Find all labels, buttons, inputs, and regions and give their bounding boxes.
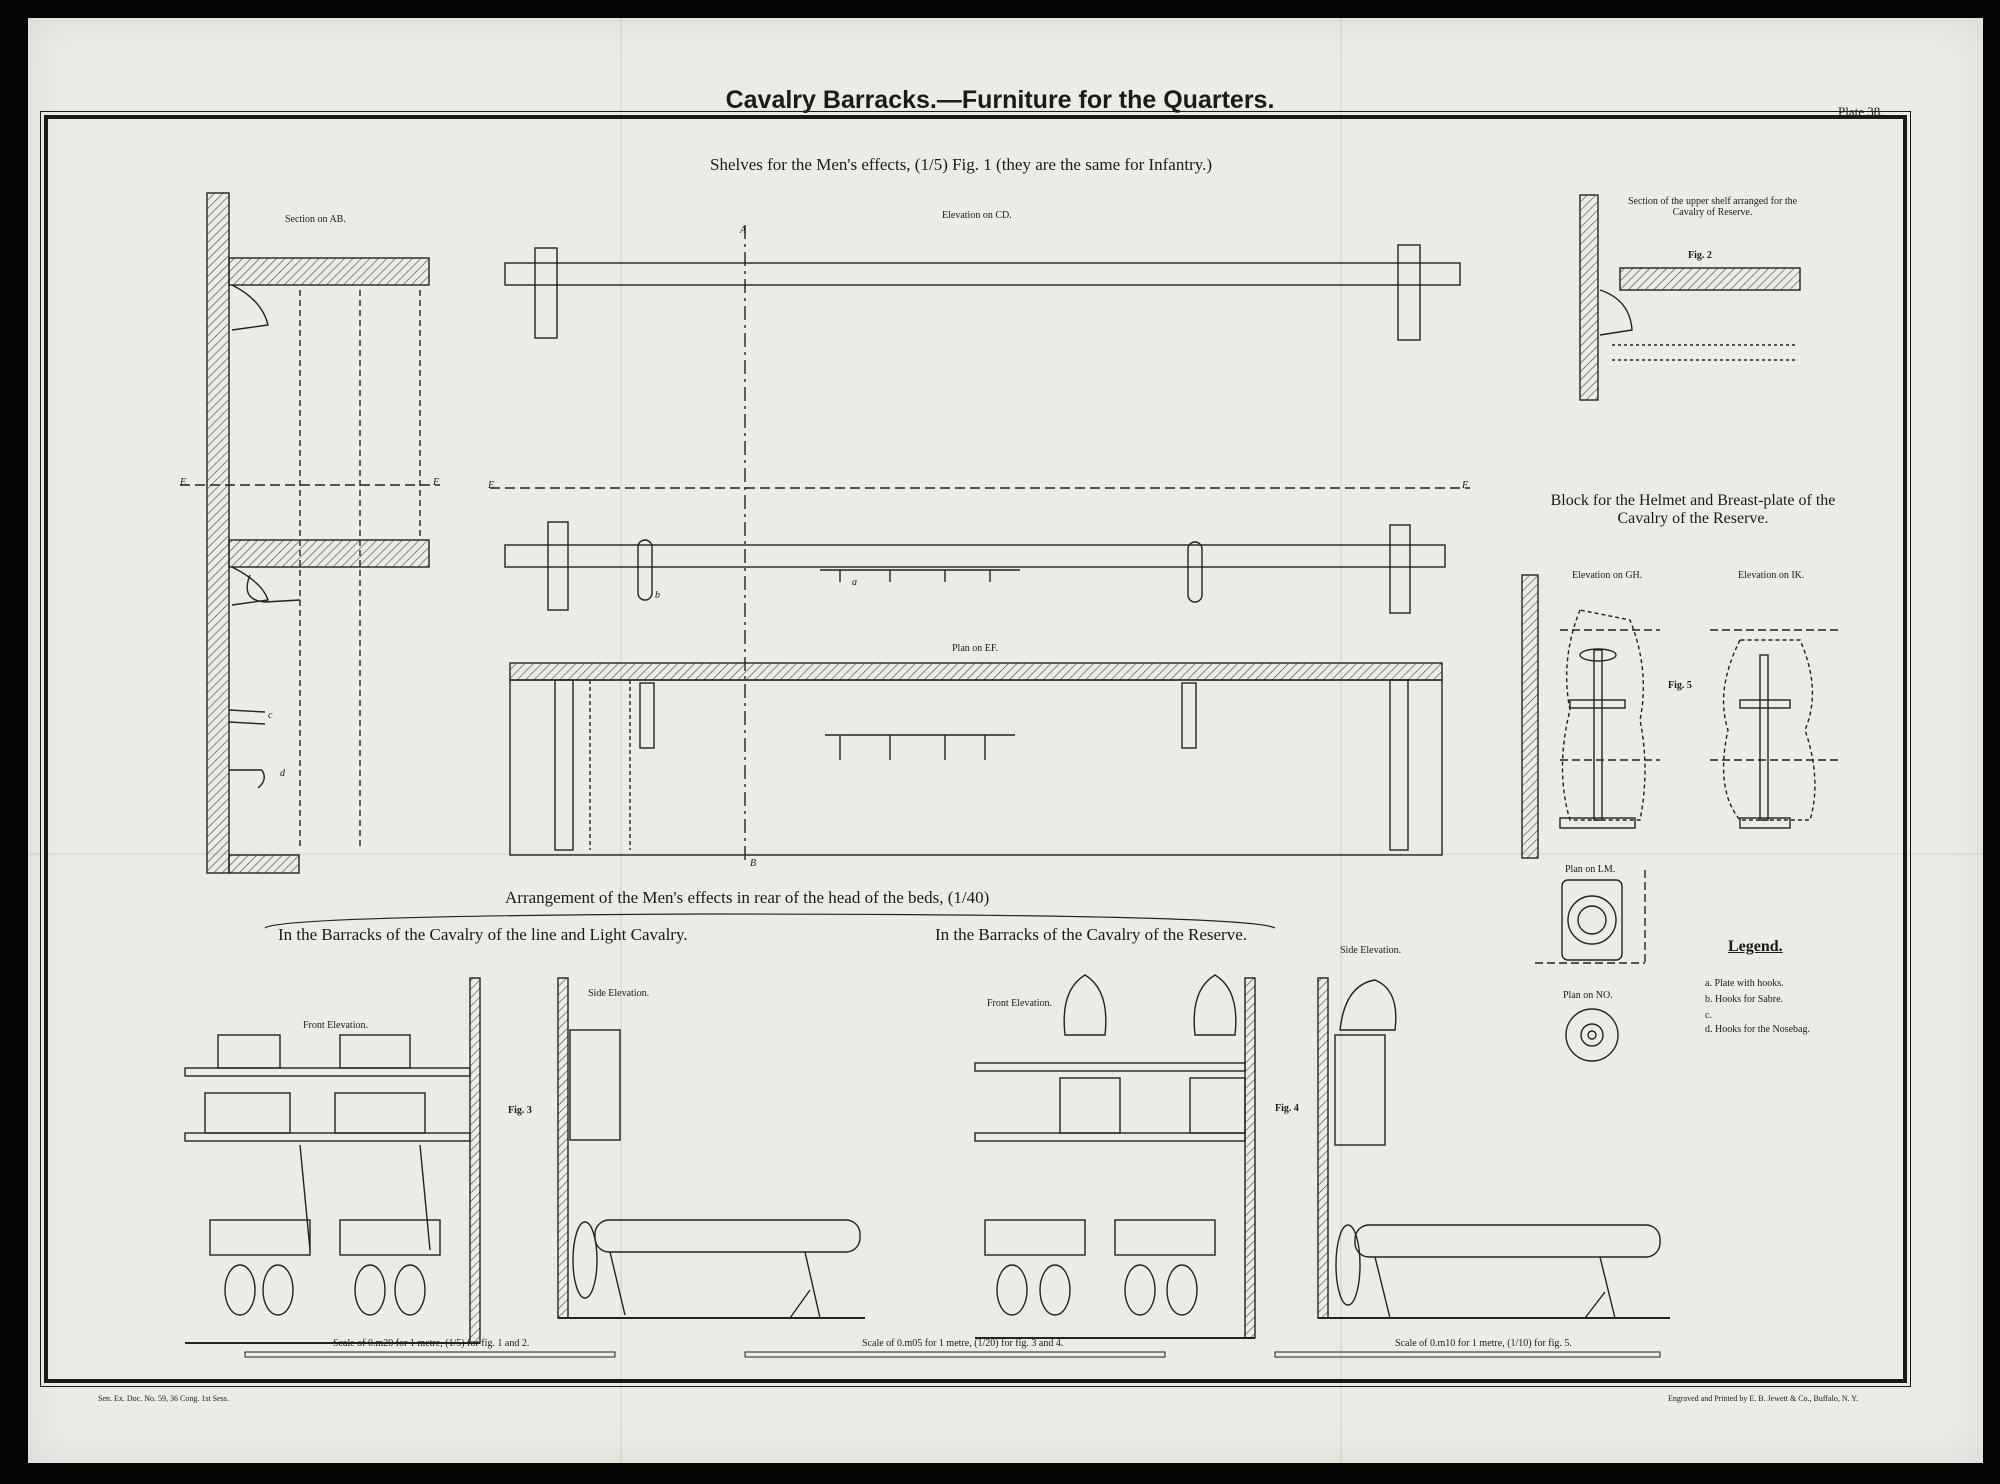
scale-caption-fig5: Scale of 0.m10 for 1 metre, (1/10) for fig. 5. — [1395, 1338, 1572, 1349]
line-label-a: A — [740, 225, 747, 236]
legend-item-a: a. Plate with hooks. — [1705, 978, 1784, 989]
legend-title: Legend. — [1728, 938, 1783, 955]
fig4-front-figure — [975, 975, 1255, 1338]
side-elevation-label: Side Elevation. — [588, 988, 650, 999]
footer-document-reference: Sen. Ex. Doc. No. 59, 36 Cong. 1st Sess. — [98, 1394, 229, 1403]
arrangement-heading: Arrangement of the Men's effects in rear of the head of the beds, (1/40) — [505, 888, 990, 907]
hook-label-a: a — [852, 577, 857, 588]
helmet-block-heading: Block for the Helmet and Breast-plate of the Cavalry of the Reserve. — [1550, 492, 1836, 527]
elevation-ik-label: Elevation on IK. — [1738, 570, 1805, 581]
scale-bars — [245, 1352, 1660, 1357]
hook-label-d: d — [280, 768, 285, 779]
shelves-heading: Shelves for the Men's effects, (1/5) Fig. 1 (they are the same for Infantry.) — [710, 155, 1213, 174]
legend-item-d: d. Hooks for the Nosebag. — [1705, 1024, 1810, 1035]
line-label-f: F — [1462, 480, 1469, 491]
fig4-label: Fig. 4 — [1275, 1103, 1299, 1114]
front-elevation-label: Front Elevation. — [303, 1020, 368, 1031]
line-cavalry-heading: In the Barracks of the Cavalry of the line and Light Cavalry. — [278, 925, 688, 944]
elevation-cd-figure — [490, 225, 1470, 860]
plan-lm-label: Plan on LM. — [1565, 864, 1616, 875]
upper-shelf-caption: Section of the upper shelf arranged for the Cavalry of Reserve. — [1627, 196, 1798, 218]
plate-title: Cavalry Barracks.—Furniture for the Quarters. — [725, 86, 1275, 114]
section-ab-label: Section on AB. — [285, 214, 346, 225]
section-ab-figure — [180, 193, 440, 873]
plan-no-label: Plan on NO. — [1563, 990, 1613, 1001]
legend-item-b: b. Hooks for Sabre. — [1705, 994, 1784, 1005]
line-label-b: B — [750, 858, 757, 869]
fig5-label: Fig. 5 — [1668, 680, 1692, 691]
scale-caption-fig1-2: Scale of 0.m20 for 1 metre, (1/5) for fig. 1 and 2. — [333, 1338, 530, 1349]
fig2-figure — [1580, 195, 1800, 400]
fig3-label: Fig. 3 — [508, 1105, 532, 1116]
fig3-front-figure — [185, 978, 480, 1343]
footer-engraver-credit: Engraved and Printed by E. B. Jewett & Co., Buffalo, N. Y. — [1668, 1394, 1859, 1403]
scale-caption-fig3-4: Scale of 0.m05 for 1 metre, (1/20) for fig. 3 and 4. — [862, 1338, 1064, 1349]
plate-number: Plate 38. — [1838, 104, 1884, 119]
plan-ef-figure — [510, 663, 1442, 855]
line-label-f: F — [433, 477, 440, 488]
legend-item-c: c. — [1705, 1010, 1712, 1021]
fig3-side-figure — [558, 978, 865, 1318]
line-label-e: E — [488, 480, 495, 491]
elevation-gh-label: Elevation on GH. — [1572, 570, 1643, 581]
elevation-cd-label: Elevation on CD. — [942, 210, 1012, 221]
fig5-figure — [1522, 575, 1840, 1061]
reserve-cavalry-heading: In the Barracks of the Cavalry of the Reserve. — [935, 925, 1248, 944]
plan-ef-label: Plan on EF. — [952, 643, 999, 654]
fig2-label: Fig. 2 — [1688, 250, 1712, 261]
side-elevation-label: Side Elevation. — [1340, 945, 1402, 956]
hook-label-b: b — [655, 590, 660, 601]
line-label-e: E — [180, 477, 187, 488]
hook-label-c: c — [268, 710, 273, 721]
front-elevation-label: Front Elevation. — [987, 998, 1052, 1009]
